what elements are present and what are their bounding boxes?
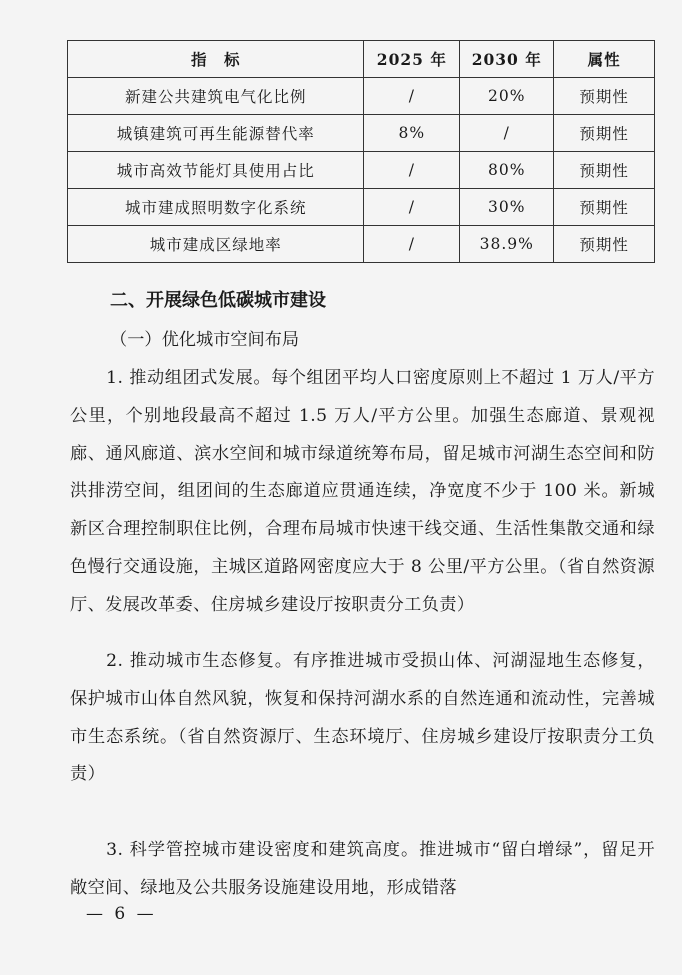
cell-indicator: 城市建成照明数字化系统 xyxy=(68,189,364,226)
cell-2025: / xyxy=(364,78,460,115)
cell-2025: 8% xyxy=(364,115,460,152)
paragraph-2: 2. 推动城市生态修复。有序推进城市受损山体、河湖湿地生态修复，保护城市山体自然风貌，恢复和保持河湖水系的自然连通和流动性，完善城市生态系统。（省自然资源厅、生态环境厅、住房城乡建设厅按职责分工负责） xyxy=(70,651,655,785)
header-attribute: 属性 xyxy=(554,41,655,78)
cell-indicator: 城镇建筑可再生能源替代率 xyxy=(68,115,364,152)
cell-attribute: 预期性 xyxy=(554,78,655,115)
table-row xyxy=(68,152,655,189)
table-row xyxy=(68,189,655,226)
section-heading: 二、开展绿色低碳城市建设 xyxy=(110,290,326,311)
header-2030: 2030 年 xyxy=(460,41,554,78)
cell-2030: 20% xyxy=(460,78,554,115)
cell-2025: / xyxy=(364,226,460,263)
header-2025: 2025 年 xyxy=(364,41,460,78)
cell-2025: / xyxy=(364,152,460,189)
cell-attribute: 预期性 xyxy=(554,226,655,263)
cell-2030: 38.9% xyxy=(460,226,554,263)
table-row xyxy=(68,226,655,263)
cell-2025: / xyxy=(364,189,460,226)
indicator-table xyxy=(67,40,655,263)
header-indicator: 指 标 xyxy=(68,41,364,78)
subsection-heading: （一）优化城市空间布局 xyxy=(110,330,300,350)
cell-2030: / xyxy=(460,115,554,152)
table-row xyxy=(68,115,655,152)
cell-indicator: 新建公共建筑电气化比例 xyxy=(68,78,364,115)
cell-indicator: 城市高效节能灯具使用占比 xyxy=(68,152,364,189)
cell-2030: 30% xyxy=(460,189,554,226)
page-number: — 6 — xyxy=(86,904,157,924)
cell-attribute: 预期性 xyxy=(554,115,655,152)
paragraph-3: 3. 科学管控城市建设密度和建筑高度。推进城市“留白增绿”，留足开敞空间、绿地及公共服务设施建设用地，形成错落 xyxy=(70,840,655,898)
cell-attribute: 预期性 xyxy=(554,152,655,189)
table-row xyxy=(68,78,655,115)
cell-attribute: 预期性 xyxy=(554,189,655,226)
cell-indicator: 城市建成区绿地率 xyxy=(68,226,364,263)
cell-2030: 80% xyxy=(460,152,554,189)
table-header-row xyxy=(68,41,655,78)
paragraph-1: 1. 推动组团式发展。每个组团平均人口密度原则上不超过 1 万人/平方公里，个别地段最高不超过 1.5 万人/平方公里。加强生态廊道、景观视廊、通风廊道、滨水空间和城市绿道统筹布局，留足城市河湖生态空间和防洪排涝空间，组团间的生态廊道应贯通连续，净宽度不少于 100 米。新城新区合理控制职住比例，合理布局城市快速干线交通、生活性集散交通和绿色慢行交通设施，主城区道路网密度应大于 8 公里/平方公里。（省自然资源厅、发展改革委、住房城乡建设厅按职责分工负责） xyxy=(70,368,655,615)
